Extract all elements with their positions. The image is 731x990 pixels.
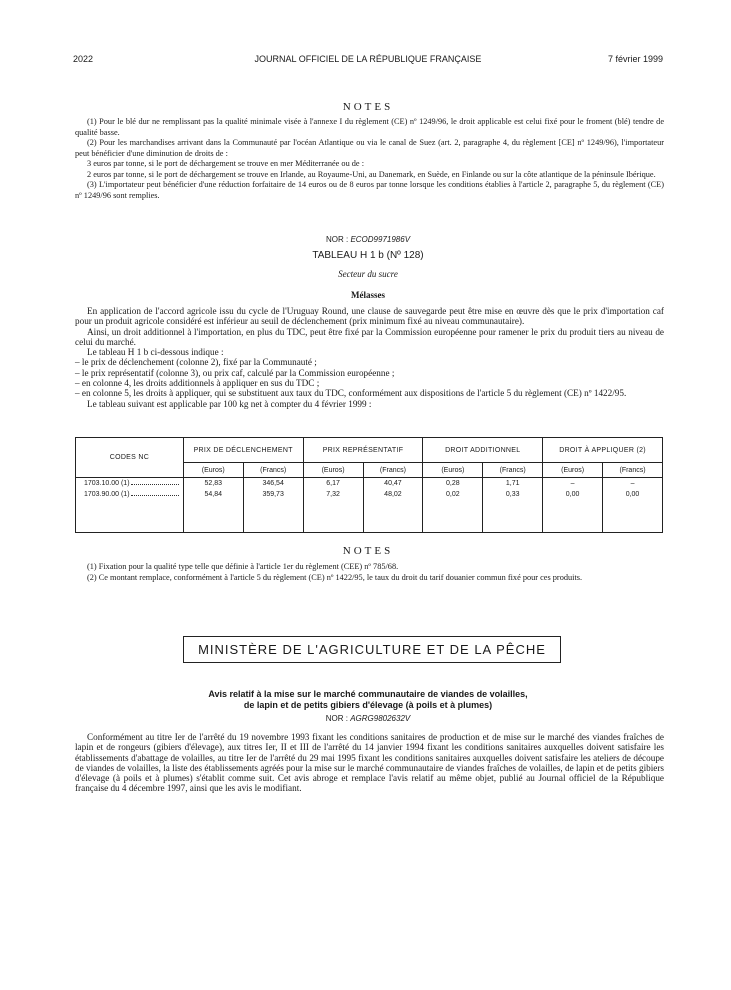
ministry-heading-box xyxy=(183,636,561,663)
values-col-4: 40,47 48,02 xyxy=(363,478,423,533)
values-col-5: 0,28 0,02 xyxy=(423,478,483,533)
notes-top xyxy=(75,117,664,201)
notes-heading: NOTES xyxy=(342,101,394,113)
subheader-francs: (Francs) xyxy=(243,463,303,478)
nor-label: NOR : xyxy=(325,235,349,244)
note-2: (2) Pour les marchandises arrivant dans la Communauté par l'océan Atlantique ou via le canal de Suez (art. 2, paragraphe 4, du règlement [CE] nº 1249/96), l'importateur peut bénéficier d'une diminution de droits de : xyxy=(75,138,664,158)
notes-bottom xyxy=(75,562,664,583)
table-row-code: 1703.10.00 (1) xyxy=(84,478,180,489)
footnote-2: (2) Ce montant remplace, conformément à l'article 5 du règlement (CE) nº 1422/95, le taux du droit du tarif douanier commun fixé pour ces produits. xyxy=(87,572,583,582)
values-col-1: 52,83 54,84 xyxy=(183,478,243,533)
codes-cell xyxy=(76,478,184,533)
avis-nor-reference xyxy=(73,714,663,723)
intro-paragraph-2: Ainsi, un droit additionnel à l'importation, en plus du TDC, peut être fixé par la Commission européenne pour ramener le prix du produit tiers au niveau de celui du marché. xyxy=(75,326,664,347)
intro-paragraph-4: Le tableau suivant est applicable par 100 kg net à compter du 4 février 1999 : xyxy=(87,398,372,409)
intro-paragraph-3: Le tableau H 1 b ci-dessous indique : xyxy=(87,347,224,358)
avis-nor-label: NOR : xyxy=(325,714,348,723)
header-prix-declenchement: PRIX DE DÉCLENCHEMENT xyxy=(183,438,303,463)
note-3: (3) L'importateur peut bénéficier d'une réduction forfaitaire de 14 euros ou de 8 euros par tonne lorsque les conditions établies à l'article 2, paragraphe 5, du règlement (CE) nº 1249/96 sont remplies. xyxy=(75,180,664,200)
values-col-3: 6,17 7,32 xyxy=(303,478,363,533)
nor-code: ECOD9971986V xyxy=(350,235,411,244)
subheader-francs: (Francs) xyxy=(363,463,423,478)
tableau-title: TABLEAU H 1 b (Nº 128) xyxy=(312,250,424,261)
tableau-intro xyxy=(75,306,664,409)
header-prix-representatif: PRIX REPRÉSENTATIF xyxy=(303,438,423,463)
note-2-a: 3 euros par tonne, si le port de déchargement se trouve en mer Méditerranée ou de : xyxy=(87,159,364,168)
header-droit-a-appliquer: DROIT À APPLIQUER (2) xyxy=(543,438,663,463)
table-row-code: 1703.90.00 (1) xyxy=(84,489,180,500)
subheader-euros: (Euros) xyxy=(543,463,603,478)
ministry-name: MINISTÈRE DE L'AGRICULTURE ET DE LA PÊCHE xyxy=(198,642,546,657)
price-table xyxy=(75,437,663,533)
intro-paragraph-1: En application de l'accord agricole issu du cycle de l'Uruguay Round, une clause de sauvegarde peut être mise en œuvre dès que le prix d'importation caf pour un produit agricole considéré est inférieur au seuil de déclenchement (prix minimum fixé au niveau communautaire). xyxy=(75,306,664,327)
subheader-francs: (Francs) xyxy=(483,463,543,478)
page-number: 2022 xyxy=(73,54,94,64)
avis-body xyxy=(75,732,664,794)
intro-item-4: – en colonne 5, les droits à appliquer, qui se substituent aux taux du TDC, conformément aux dispositions de l'article 5 du règlement (CE) nº 1422/95. xyxy=(75,388,627,399)
intro-item-3: – en colonne 4, les droits additionnels à appliquer en sus du TDC ; xyxy=(75,378,320,389)
intro-item-2: – le prix représentatif (colonne 3), ou prix caf, calculé par la Commission européenne ; xyxy=(75,367,395,378)
table-data-block xyxy=(76,478,663,533)
note-1: (1) Pour le blé dur ne remplissant pas la qualité minimale visée à l'annexe I du règlement (CE) nº 1249/96, le droit applicable est celui fixé pour le froment (blé) tendre de qualité basse. xyxy=(75,117,664,137)
values-col-6: 1,71 0,33 xyxy=(483,478,543,533)
journal-title: JOURNAL OFFICIEL DE LA RÉPUBLIQUE FRANÇAISE xyxy=(254,54,482,64)
running-header xyxy=(73,54,663,68)
avis-title xyxy=(73,689,663,711)
avis-nor-code: AGRG9802632V xyxy=(350,714,411,723)
footnote-1: (1) Fixation pour la qualité type telle que définie à l'article 1er du règlement (CEE) nº 785/68. xyxy=(87,562,399,571)
product-name: Mélasses xyxy=(351,290,385,300)
values-col-8: – 0,00 xyxy=(603,478,663,533)
subheader-euros: (Euros) xyxy=(183,463,243,478)
header-codes-nc: CODES NC xyxy=(76,438,184,478)
avis-title-line-1: Avis relatif à la mise sur le marché communautaire de viandes de volailles, xyxy=(208,689,528,699)
publication-date: 7 février 1999 xyxy=(607,54,663,64)
subheader-francs: (Francs) xyxy=(603,463,663,478)
header-droit-additionnel: DROIT ADDITIONNEL xyxy=(423,438,543,463)
intro-item-1: – le prix de déclenchement (colonne 2), fixé par la Communauté ; xyxy=(75,357,317,368)
values-col-7: – 0,00 xyxy=(543,478,603,533)
notes-heading-2: NOTES xyxy=(342,545,394,557)
values-col-2: 346,54 359,73 xyxy=(243,478,303,533)
nor-reference xyxy=(73,235,663,244)
subheader-euros: (Euros) xyxy=(303,463,363,478)
note-2-b: 2 euros par tonne, si le port de déchargement se trouve en Irlande, au Royaume-Uni, au Danemark, en Suède, en Finlande ou sur la côte atlantique de la péninsule Ibérique. xyxy=(87,169,656,179)
subheader-euros: (Euros) xyxy=(423,463,483,478)
avis-title-line-2: de lapin et de petits gibiers d'élevage (à poils et à plumes) xyxy=(243,700,493,710)
sector-name: Secteur du sucre xyxy=(338,269,398,279)
avis-paragraph: Conformément au titre Ier de l'arrêté du 19 novembre 1993 fixant les conditions sanitaires de production et de mise sur le marché des viandes fraîches de lapin et de rongeurs (gibiers d'élevage), aux titres Ier, II et III de l'arrêté du 14 janvier 1994 fixant les conditions sanitaires auxquelles doivent satisfaire les établissements d'abattage de volailles, au titre Ier de l'arrêté du 29 mai 1995 fixant les conditions sanitaires auxquelles doivent satisfaire les ateliers de découpe de viandes de volailles, la liste des établissements agréés pour la mise sur le marché communautaire de viandes fraîches de volailles, de lapin et de petits gibiers d'élevage (à poils et à plumes) s'établit comme suit. Cet avis abroge et remplace l'avis relatif au même objet, publié au Journal officiel de la République française du 4 décembre 1997, ainsi que les avis le modifiant. xyxy=(75,732,664,794)
